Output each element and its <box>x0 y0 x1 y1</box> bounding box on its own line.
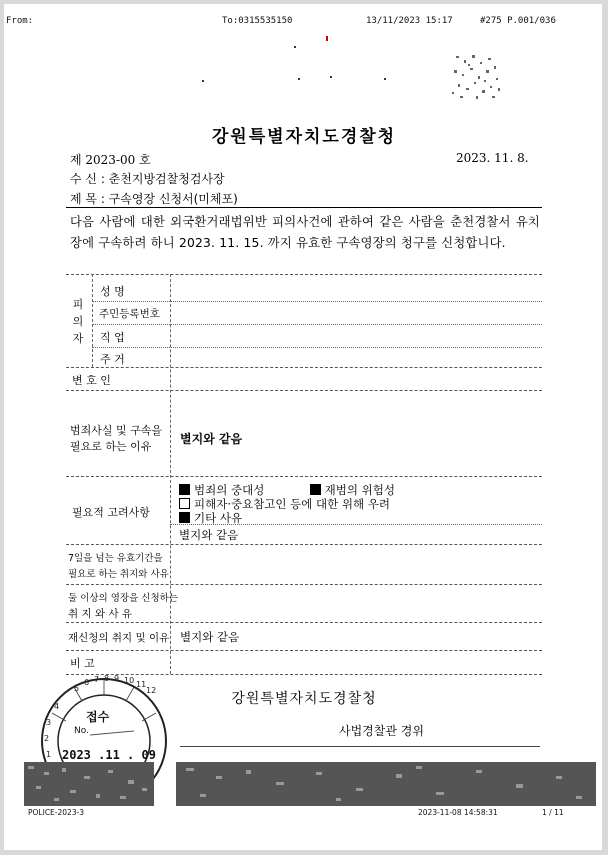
stamp-received-text: 접수 <box>86 710 110 724</box>
footer-page-number: 1 / 11 <box>542 808 564 817</box>
consideration-note: 별지와 같음 <box>179 528 239 542</box>
suspect-label: 피 의 자 <box>72 298 84 345</box>
svg-text:2: 2 <box>44 734 50 743</box>
checkbox-checked-icon <box>179 512 190 523</box>
crime-facts-value: 별지와 같음 <box>180 432 243 446</box>
row-divider <box>66 390 542 391</box>
remarks-label: 비 고 <box>70 657 95 670</box>
row-divider <box>66 544 542 545</box>
svg-text:9: 9 <box>114 674 120 683</box>
svg-text:6: 6 <box>84 678 90 687</box>
row-divider <box>66 650 542 651</box>
validity-reason-label-line1: 7일을 넘는 유효기간을 <box>68 553 163 564</box>
redacted-noise-block <box>24 762 154 806</box>
header-divider <box>66 207 542 208</box>
officer-rank: 사법경찰관 경위 <box>339 724 424 738</box>
fax-header <box>4 16 604 30</box>
row-divider <box>66 476 542 477</box>
svg-text:11: 11 <box>136 680 147 689</box>
table-top-border <box>66 274 542 275</box>
fax-to: To:0315535150 <box>222 16 293 26</box>
consideration-recidivism: 재범의 위험성 <box>324 483 395 497</box>
subject-line: 제 목 : 구속영장 신청서(미체포) <box>70 192 238 206</box>
svg-text:3: 3 <box>46 718 52 727</box>
document-title: 강원특별자치도경찰청 <box>211 127 397 147</box>
document-page <box>4 4 602 850</box>
scan-speck <box>384 78 386 80</box>
svg-text:8: 8 <box>104 674 110 683</box>
row-divider <box>66 367 542 368</box>
redacted-noise-block <box>450 52 504 104</box>
scan-speck <box>330 76 332 78</box>
column-divider <box>92 274 93 367</box>
crime-facts-label-line1: 범죄사실 및 구속을 <box>70 424 163 437</box>
row-divider <box>92 301 542 302</box>
consideration-serious: 범죄의 중대성 <box>194 483 265 497</box>
reapplication-label: 재신청의 취지 및 이유 <box>68 632 170 644</box>
signature-underline <box>180 746 540 747</box>
row-divider <box>170 524 542 525</box>
scan-speck <box>326 36 328 41</box>
row-divider <box>92 324 542 325</box>
column-divider <box>170 274 171 674</box>
redacted-noise-block <box>176 762 596 806</box>
consideration-other: 기타 사유 <box>194 511 243 525</box>
name-label: 성 명 <box>100 285 125 298</box>
fax-page-info: #275 P.001/036 <box>480 16 556 26</box>
scan-speck <box>294 46 296 48</box>
row-divider <box>66 622 542 623</box>
crime-facts-label-line2: 필요로 하는 이유 <box>70 440 152 453</box>
scan-speck <box>202 80 204 82</box>
id-number-label: 주민등록번호 <box>99 308 160 320</box>
stamp-date-text: 2023 .11 . 09 <box>62 748 156 762</box>
considerations-label: 필요적 고려사항 <box>72 506 150 519</box>
row-divider <box>92 347 542 348</box>
lawyer-label: 변 호 인 <box>72 374 111 387</box>
occupation-label: 직 업 <box>100 331 125 344</box>
svg-text:4: 4 <box>54 702 60 711</box>
svg-text:7: 7 <box>94 675 100 684</box>
reapplication-value: 별지와 같음 <box>180 630 240 644</box>
svg-text:10: 10 <box>124 676 135 685</box>
checkbox-checked-icon <box>310 484 321 495</box>
fax-datetime: 13/11/2023 15:17 <box>366 16 453 26</box>
svg-text:5: 5 <box>74 684 80 693</box>
consideration-victim-harm: 피해자·중요참고인 등에 대한 위해 우려 <box>194 497 391 511</box>
checkbox-checked-icon <box>179 484 190 495</box>
fax-from: From: <box>6 16 34 26</box>
footer-timestamp: 2023-11-08 14:58:31 <box>418 808 498 817</box>
stamp-number-text: No. <box>74 726 89 736</box>
scan-speck <box>298 78 300 80</box>
recipient-line: 수 신 : 춘천지방검찰청검사장 <box>70 172 225 186</box>
multiple-warrant-label-line2: 취 지 와 사 유 <box>68 608 133 620</box>
checkbox-unchecked-icon <box>179 498 190 509</box>
svg-text:1: 1 <box>46 750 52 759</box>
document-date: 2023. 11. 8. <box>456 151 529 165</box>
address-label: 주 거 <box>100 353 125 366</box>
validity-reason-label-line2: 필요로 하는 취지와 사유 <box>68 569 169 580</box>
request-body: 다음 사람에 대한 외국환거래법위반 피의사건에 관하여 같은 사람을 춘천경찰서 유치장에 구속하려 하니 2023. 11. 15. 까지 유효한 구속영장의 청구를 신청합니다. <box>70 215 540 250</box>
footer-document-id: POLICE-2023-3 <box>28 808 85 817</box>
issuing-agency: 강원특별자치도경찰청 <box>231 691 377 707</box>
multiple-warrant-label-line1: 둘 이상의 영장을 신청하는 <box>68 593 179 604</box>
row-divider <box>66 584 542 585</box>
document-number: 제 2023-00 호 <box>70 153 151 167</box>
svg-text:12: 12 <box>146 686 157 695</box>
